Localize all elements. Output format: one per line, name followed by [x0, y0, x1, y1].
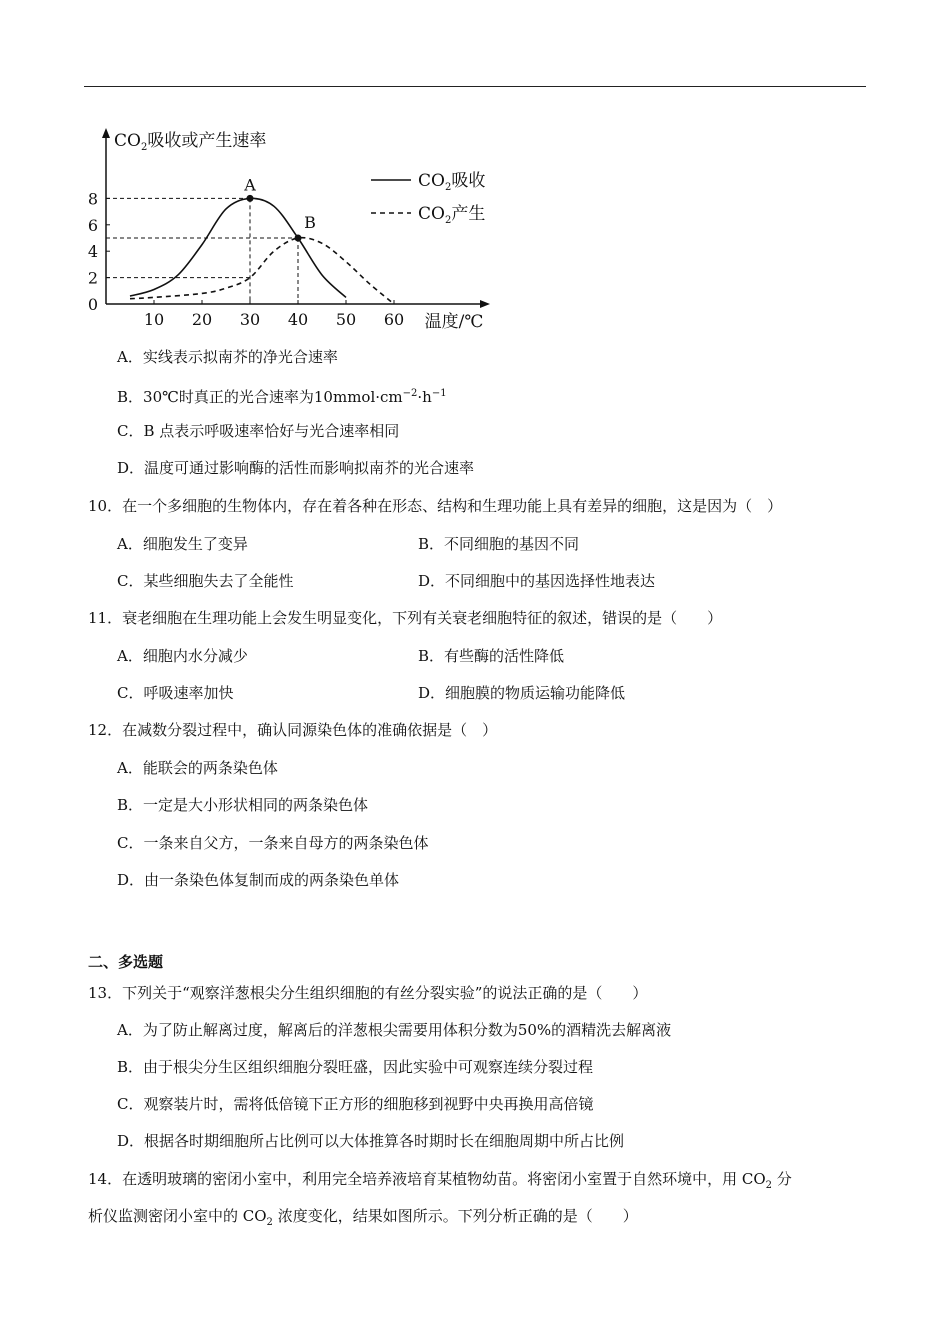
q12-option-a[interactable]: A．能联会的两条染色体: [117, 759, 278, 777]
q13-stem: 13．下列关于“观察洋葱根尖分生组织细胞的有丝分裂实验”的说法正确的是（ ）: [88, 984, 648, 1002]
point-b: [295, 235, 302, 242]
q10-option-a[interactable]: A．细胞发生了变异: [117, 535, 248, 553]
q10-option-c[interactable]: C．某些细胞失去了全能性: [117, 572, 294, 590]
q9-option-c[interactable]: C．B 点表示呼吸速率恰好与光合速率相同: [117, 422, 400, 440]
q10-option-d[interactable]: D．不同细胞中的基因选择性地表达: [418, 572, 656, 590]
series-co2-produce-line: [130, 238, 394, 304]
x-tick-label: 30: [239, 310, 261, 329]
y-axis-arrow: [102, 128, 110, 138]
y-tick-label: 4: [87, 242, 98, 262]
q9-option-a[interactable]: A．实线表示拟南芥的净光合速率: [117, 348, 338, 366]
q13-option-b[interactable]: B．由于根尖分生区组织细胞分裂旺盛，因此实验中可观察连续分裂过程: [117, 1058, 594, 1076]
q11-stem: 11．衰老细胞在生理功能上会发生明显变化，下列有关衰老细胞特征的叙述，错误的是（ ）: [88, 609, 723, 627]
point-label-a: A: [244, 175, 256, 195]
q12-stem: 12．在减数分裂过程中，确认同源染色体的准确依据是（ ）: [88, 721, 498, 739]
y-tick-label: 6: [87, 215, 98, 235]
q9-option-d[interactable]: D．温度可通过影响酶的活性而影响拟南芥的光合速率: [117, 459, 475, 477]
x-tick-label: 60: [383, 310, 405, 329]
section-title-multi-choice: 二、多选题: [88, 953, 164, 971]
q11-option-b[interactable]: B．有些酶的活性降低: [418, 647, 565, 665]
x-tick-label: 10: [143, 310, 165, 329]
x-tick-label: 50: [335, 310, 357, 329]
q12-option-c[interactable]: C．一条来自父方，一条来自母方的两条染色体: [117, 834, 429, 852]
x-tick-label: 20: [191, 310, 213, 329]
q13-option-c[interactable]: C．观察装片时，需将低倍镜下正方形的细胞移到视野中央再换用高倍镜: [117, 1095, 594, 1113]
x-axis-arrow: [480, 300, 490, 308]
y-tick-label: 8: [87, 189, 98, 209]
q13-option-a[interactable]: A．为了防止解离过度，解离后的洋葱根尖需要用体积分数为50%的酒精洗去解离液: [117, 1021, 672, 1039]
legend-label-1: $CO_2$产生: [418, 204, 486, 226]
x-axis-label: 温度/℃: [424, 312, 484, 332]
legend-label-0: $CO_2$吸收: [418, 171, 486, 193]
y-tick-label: 0: [87, 295, 98, 314]
q10-option-b[interactable]: B．不同细胞的基因不同: [418, 535, 580, 553]
q12-option-b[interactable]: B．一定是大小形状相同的两条染色体: [117, 796, 369, 814]
q9-option-b[interactable]: B．30℃时真正的光合速率为$10mmol\cdot cm^{-2}\cdot h^{-1}$: [117, 388, 447, 406]
q14-stem-line1: 14．在透明玻璃的密闭小室中，利用完全培养液培育某植物幼苗。将密闭小室置于自然环境中，用 $CO_2$ 分: [88, 1170, 792, 1191]
q11-option-c[interactable]: C．呼吸速率加快: [117, 684, 234, 702]
q14-stem-line2: 析仪监测密闭小室中的 $CO_2$ 浓度变化，结果如图所示。下列分析正确的是（ ）: [88, 1207, 638, 1228]
point-label-b: B: [304, 213, 316, 232]
header-rule: [84, 86, 866, 87]
q11-option-a[interactable]: A．细胞内水分减少: [117, 647, 248, 665]
y-axis-label: $CO_2$吸收或产生速率: [114, 131, 267, 153]
q10-stem: 10．在一个多细胞的生物体内，存在着各种在形态、结构和生理功能上具有差异的细胞，这是因为（ ）: [88, 497, 783, 515]
co2-rate-chart: [84, 118, 504, 333]
q12-option-d[interactable]: D．由一条染色体复制而成的两条染色单体: [117, 871, 400, 889]
x-tick-label: 40: [287, 310, 309, 329]
point-a: [247, 195, 254, 202]
y-tick-label: 2: [87, 268, 98, 288]
q13-option-d[interactable]: D．根据各时期细胞所占比例可以大体推算各时期时长在细胞周期中所占比例: [117, 1132, 625, 1150]
q11-option-d[interactable]: D．细胞膜的物质运输功能降低: [418, 684, 626, 702]
